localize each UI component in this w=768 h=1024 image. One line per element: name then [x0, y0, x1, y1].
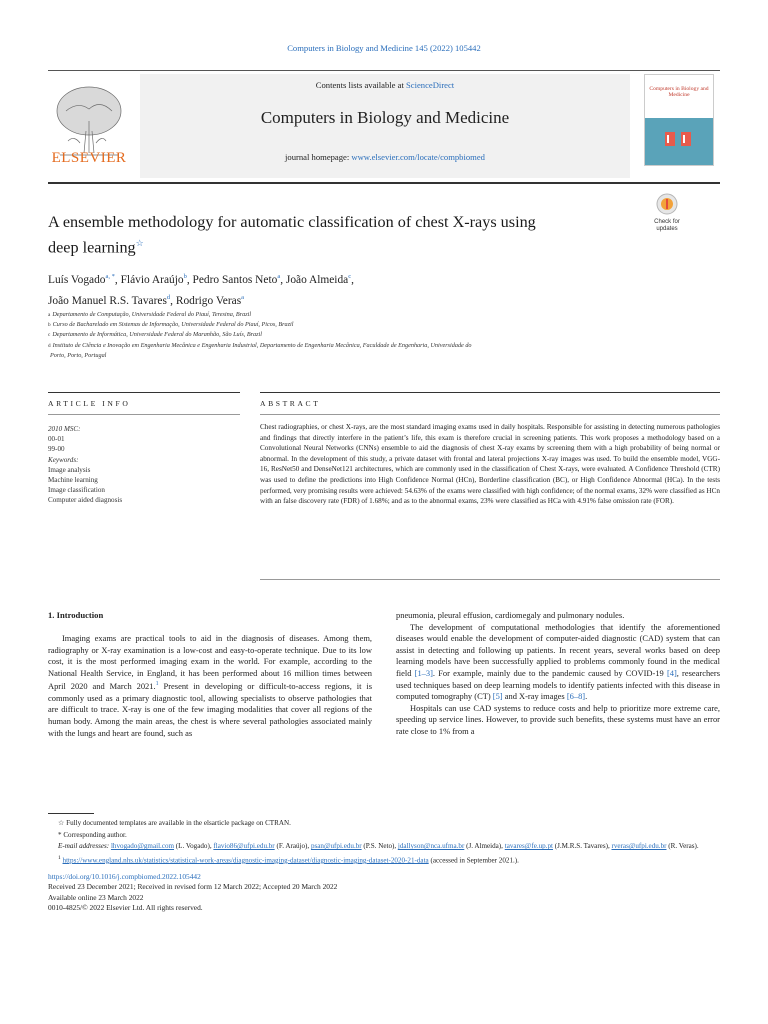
footnote-star: ☆ Fully documented templates are available in the elsarticle package on CTRAN. [58, 819, 291, 827]
email-link[interactable]: flavio86@ufpi.edu.br [213, 842, 275, 851]
footnote-1 [48, 853, 720, 866]
title-star[interactable]: ☆ [135, 238, 144, 248]
journal-homepage-line [140, 152, 630, 162]
author-affiliation-mark[interactable]: c [348, 273, 352, 280]
abstract-heading: ABSTRACT [260, 399, 321, 408]
affiliation-item [48, 330, 688, 340]
title-line-1: A ensemble methodology for automatic classification of chest X-rays using [48, 213, 536, 231]
body-column-left [48, 633, 372, 739]
author-name[interactable]: Pedro Santos Neto [192, 273, 278, 286]
section-heading-introduction: 1. Introduction [48, 610, 104, 620]
email-link[interactable]: jdallyson@nca.ufma.br [397, 842, 465, 851]
citation-link[interactable]: [1–3] [414, 667, 433, 678]
author-affiliation-mark[interactable]: a [277, 273, 281, 280]
author-affiliation-mark[interactable]: d [166, 293, 171, 301]
abstract-sub-rule [260, 414, 720, 415]
footnote-rule [48, 813, 94, 814]
citation-link[interactable]: [5] [492, 691, 503, 702]
cover-image-band [645, 118, 713, 165]
paragraph-text: The development of computational methodologies that identify the aforementioned diseases would enable the development of computer-aided diagnostic (CAD) system that can assist in detecting and following up patients. In recent years, several works based on deep learning models have been successfully applied to problems commonly found in the medical field [396, 621, 720, 678]
check-badge-line1: Check for [654, 219, 680, 225]
author-name[interactable]: Flávio Araújo [120, 273, 184, 286]
cover-title: Computers in Biology and Medicine [649, 86, 709, 99]
paragraph-text: Present in developing or difficult-to-access regions, it is commonly used as a primary diagnostic tool, allowing specialists to observe pathologies that are difficult to trace. X-ray is one of the few imaging modalities that cover all regions of the human body. Among the main areas, the chest is where several pathologies associated mainly with the lungs and heart are found, such as [48, 681, 372, 738]
paragraph-text: . [585, 691, 588, 702]
affiliation-label: c [48, 332, 51, 339]
affiliation-item [48, 320, 688, 330]
affiliation-label: a [48, 312, 51, 318]
email-owner: (J.M.R.S. Tavares), [553, 842, 612, 851]
keyword: Machine learning [48, 476, 98, 485]
publication-info [48, 872, 648, 914]
footnote-1-label: 1 [58, 854, 61, 861]
author-affiliation-mark[interactable]: a [241, 293, 245, 301]
affiliation-text: Departamento de Informática, Universidade Federal do Maranhão, São Luís, Brazil [52, 331, 262, 339]
citation-link[interactable]: [4] [666, 667, 677, 678]
paragraph: Hospitals can use CAD systems to reduce costs and help to prioritize more extreme care, speeding up service lines. However, to provide such benefits, these systems must have an error rate close to 1% from a [396, 702, 720, 736]
affiliation-list [48, 310, 688, 361]
email-link[interactable]: lhvogado@gmail.com [110, 842, 175, 851]
keyword: Image classification [48, 486, 105, 495]
msc-label: 2010 MSC: [48, 425, 81, 433]
check-for-updates-icon[interactable] [644, 190, 690, 236]
paragraph-text: , researchers used techniques based on deep learning models to identify patients infected with this disease in computed tomography (CT) [396, 667, 720, 702]
email-owner: (J. Almeida), [464, 842, 505, 851]
msc-code: 00-01 [48, 435, 65, 444]
paragraph: pneumonia, pleural effusion, cardiomegaly and pulmonary nodules. [396, 610, 625, 620]
author-affiliation-mark[interactable]: a, * [105, 273, 115, 280]
masthead-bottom-rule [48, 182, 720, 184]
paragraph-text: . For example, mainly due to the pandemic caused by COVID-19 [432, 667, 667, 678]
citation-link[interactable]: [6–8] [566, 691, 586, 702]
received-dates: Received 23 December 2021; Received in revised form 12 March 2022; Accepted 20 March 2022 [48, 882, 338, 892]
article-info-sub-rule [48, 414, 240, 415]
author-separator: , [186, 273, 193, 286]
affiliation-item [48, 310, 688, 320]
article-info-top-rule [48, 392, 240, 393]
affiliation-label: b [48, 322, 51, 329]
elsevier-wordmark[interactable]: ELSEVIER [51, 150, 127, 166]
email-owner: (F. Araújo), [274, 842, 311, 851]
author-separator: , [114, 273, 121, 286]
paragraph-text: Imaging exams are practical tools to aid in the diagnosis of diseases. Among them, radiography or X-ray examination is a low-cost and easy-to-operate technique. Due to its low cost, it is the most performed imaging exam in the world. For example, according to the National Health Service, in England, it has been performed about 16 million times between April 2020 and March 2021. [48, 633, 372, 692]
footnote-1-url[interactable]: https://www.england.nhs.uk/statistics/statistical-work-areas/diagnostic-imaging-dataset/diagnostic-imaging-dataset-2020-21-data [62, 856, 429, 865]
author-name[interactable]: Luís Vogado [48, 273, 106, 286]
homepage-label: journal homepage: [285, 152, 352, 162]
article-title [48, 212, 618, 258]
contents-line [140, 80, 630, 90]
author-name[interactable]: João Almeida [285, 273, 349, 286]
keywords-label: Keywords: [48, 455, 79, 464]
email-label: E-mail addresses: [58, 842, 110, 851]
sciencedirect-link[interactable]: ScienceDirect [406, 80, 455, 90]
footnote-corresponding: * Corresponding author. [58, 830, 127, 839]
affiliation-text: Porto, Porto, Portugal [50, 351, 107, 359]
article-info-body [48, 424, 240, 506]
author-separator: , [170, 294, 176, 307]
abstract-text: Chest radiographies, or chest X-rays, are the most standard imaging exams used in daily hospitals. Responsible for assisting in detecting numerous pathologies and findings that directly interfere in the patient’s life, this exam is therefore crucial in screening patients. This work proposes a methodology based on a Convolutional Neural Networks (CNNs) ensemble to aid the diagnosis of chest X-ray exams by screening them with a high probability of being normal or abnormal. In the development of this study, a private dataset with frontal and lateral projections X-ray images was used. To build the ensemble model, VGG-16, ResNet50 and DenseNet121 architectures, which are commonly used in the classification of Chest X-rays, were evaluated. A Confidence Threshold (CTR) was used to define the predictions into High Confidence Normal (HCn), Borderline classification (BC), or High Confidence Abnormal (HCa). In the tests performed, very promising results were achieved: 54.63% of the exams were classified with high confidence; of the normal exams, 32% were classified as HCn with an false discovery rate (FDR) of 1.68%; and as to the abnormal exams, 23% were classified as HCa with 4.91% false omission rate (FOR). [260, 423, 720, 506]
footnote-1-tail: (accessed in September 2021.). [428, 856, 519, 865]
author-list [48, 268, 668, 310]
paragraph-text: and X-ray images [502, 691, 567, 702]
msc-code: 99-00 [48, 445, 65, 454]
masthead-top-rule [48, 70, 720, 71]
article-info-heading: ARTICLE INFO [48, 399, 131, 408]
footnote-ref[interactable]: 1 [155, 681, 159, 688]
cover-graphic [645, 118, 713, 165]
contents-prefix: Contents lists available at [315, 80, 406, 90]
affiliation-item [48, 351, 688, 361]
journal-title: Computers in Biology and Medicine [260, 108, 510, 127]
affiliation-text: Curso de Bacharelado em Sistemas de Informação, Universidade Federal do Piauí, Picos, Brazil [52, 321, 294, 329]
available-online: Available online 23 March 2022 [48, 892, 144, 902]
author-affiliation-mark[interactable]: b [183, 273, 187, 280]
email-link[interactable]: rveras@ufpi.edu.br [611, 842, 667, 851]
footnote-emails [48, 841, 720, 852]
email-owner: (L. Vogado), [174, 842, 214, 851]
affiliation-text: Departamento de Computação, Universidade Federal do Piauí, Teresina, Brazil [52, 311, 252, 318]
affiliation-label: d [48, 342, 51, 349]
homepage-link[interactable]: www.elsevier.com/locate/compbiomed [351, 152, 485, 162]
keyword: Image analysis [48, 465, 91, 474]
keyword: Computer aided diagnosis [48, 496, 123, 505]
title-line-2: deep learning [48, 238, 136, 257]
email-owner: (R. Veras). [666, 842, 699, 851]
footnotes [48, 818, 720, 867]
check-badge-line2: updates [656, 226, 678, 232]
author-separator: , [280, 273, 286, 286]
paragraph [396, 622, 720, 703]
author-name[interactable]: João Manuel R.S. Tavares [48, 294, 167, 307]
email-owner: (P.S. Neto), [361, 842, 398, 851]
email-link[interactable]: tavares@fe.up.pt [504, 842, 554, 851]
abstract-bottom-rule [260, 579, 720, 580]
paragraph [48, 633, 372, 739]
body-column-right [396, 610, 720, 738]
doi-link[interactable]: https://doi.org/10.1016/j.compbiomed.2022.105442 [48, 872, 201, 881]
email-link[interactable]: psan@ufpi.edu.br [310, 842, 362, 851]
author-separator: , [351, 273, 354, 286]
journal-reference[interactable]: Computers in Biology and Medicine 145 (2022) 105442 [287, 43, 481, 53]
author-name[interactable]: Rodrigo Veras [175, 294, 242, 307]
abstract-top-rule [260, 392, 720, 393]
copyright: 0010-4825/© 2022 Elsevier Ltd. All rights reserved. [48, 903, 203, 913]
affiliation-text: Instituto de Ciência e Inovação em Engenharia Mecânica e Engenharia Industrial, Departamento de Engenharia Mecânica, Faculdade de Engenharia, Universidade do [52, 341, 472, 349]
affiliation-item [48, 341, 688, 351]
